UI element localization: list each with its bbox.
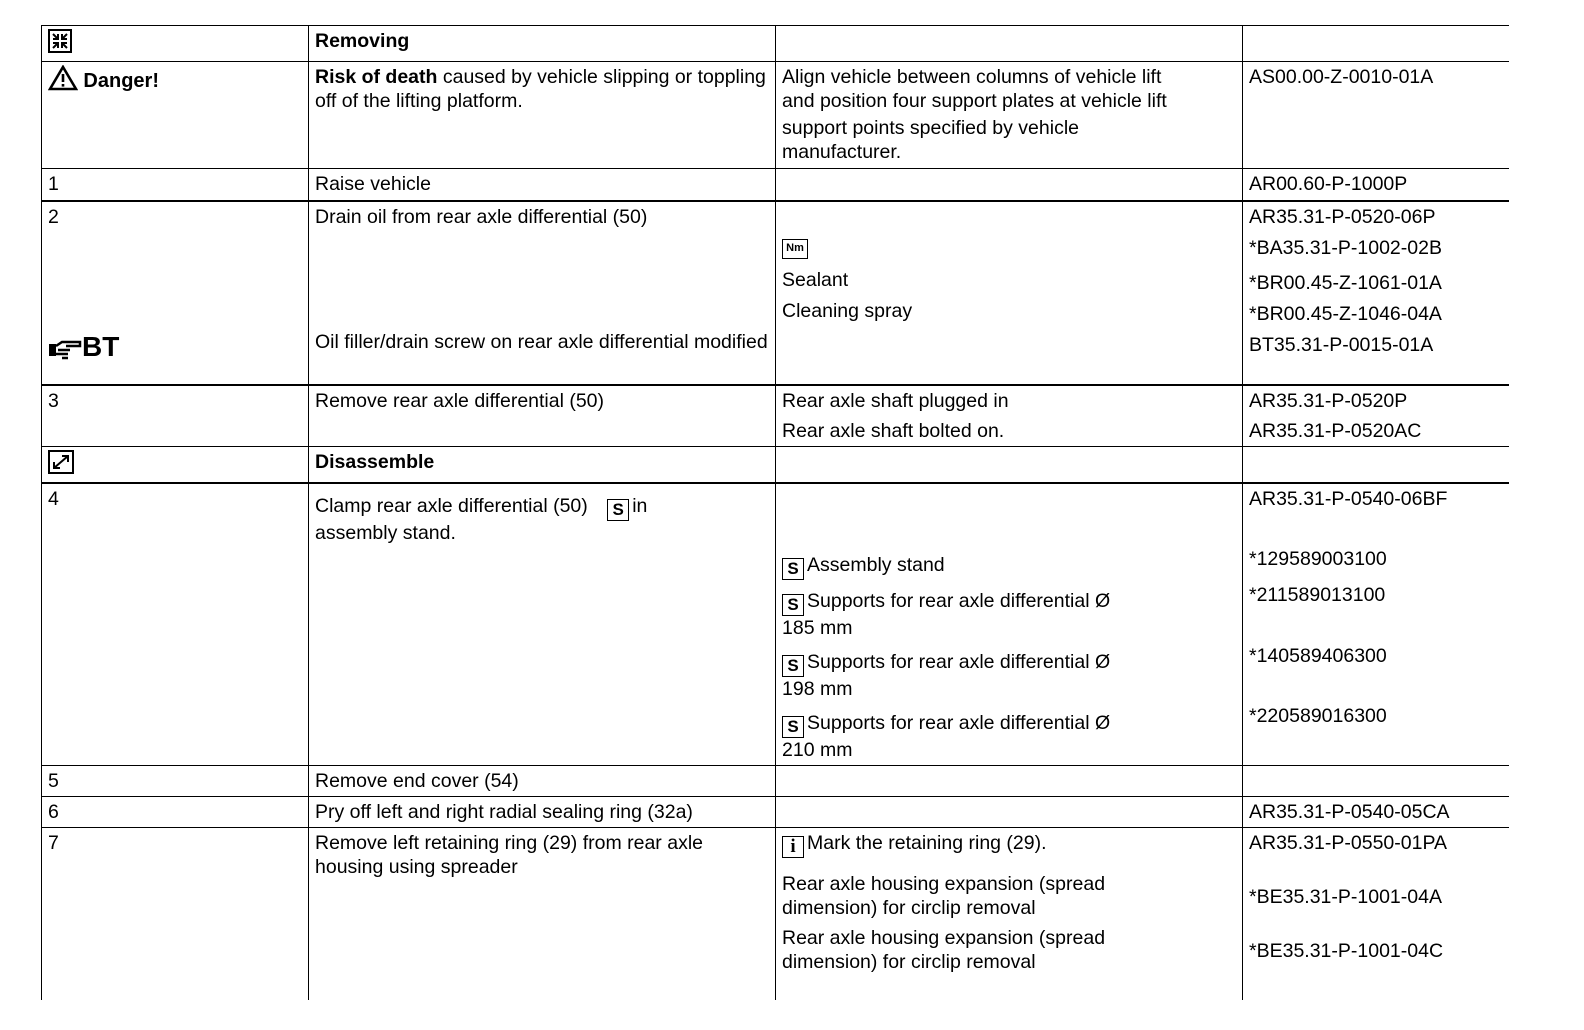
special-tool-icon: S bbox=[782, 716, 804, 738]
note-text: Mark the retaining ring (29). bbox=[807, 831, 1047, 854]
note-text: Rear axle shaft plugged in bbox=[782, 389, 1009, 412]
step-text: Remove end cover (54) bbox=[309, 765, 776, 796]
tool-size: 210 mm bbox=[782, 739, 853, 761]
section-heading: Removing bbox=[309, 26, 776, 62]
special-tool-icon: S bbox=[782, 655, 804, 677]
tool-size: 198 mm bbox=[782, 678, 853, 700]
step-number: 5 bbox=[42, 765, 309, 796]
step-text: Raise vehicle bbox=[309, 169, 776, 201]
danger-label: Danger! bbox=[83, 70, 159, 92]
tool-name: Supports for rear axle differential Ø bbox=[807, 590, 1111, 612]
reference-link[interactable]: *140589406300 bbox=[1249, 645, 1387, 667]
reference-link[interactable]: *220589016300 bbox=[1249, 705, 1387, 727]
step-text: Remove rear axle differential (50) bbox=[309, 385, 776, 447]
reference-link[interactable]: *211589013100 bbox=[1249, 584, 1386, 606]
reference-link[interactable]: BT35.31-P-0015-01A bbox=[1249, 333, 1434, 356]
special-tool-icon: S bbox=[782, 594, 804, 616]
instruction-line: Align vehicle between columns of vehicle lift bbox=[782, 66, 1162, 88]
procedure-document bbox=[41, 25, 1509, 1000]
step-text: Pry off left and right radial sealing ring (32a) bbox=[309, 796, 776, 827]
table-row bbox=[42, 26, 1510, 62]
torque-icon: Nm bbox=[782, 239, 808, 259]
step-text: Remove left retaining ring (29) from rear axle bbox=[315, 831, 703, 854]
warning-triangle-icon bbox=[48, 65, 78, 97]
step-number: 2 bbox=[48, 205, 59, 228]
reference-link[interactable]: AR35.31-P-0520AC bbox=[1249, 419, 1422, 442]
table-row bbox=[42, 62, 1510, 169]
step-text: in bbox=[632, 495, 648, 517]
consumable-label: Cleaning spray bbox=[782, 299, 913, 322]
reference-link[interactable]: AR00.60-P-1000P bbox=[1243, 169, 1510, 201]
reference-link[interactable]: AR35.31-P-0520P bbox=[1249, 389, 1408, 412]
tool-name: Assembly stand bbox=[807, 554, 945, 576]
reference-link[interactable]: AR35.31-P-0550-01PA bbox=[1249, 831, 1448, 854]
info-icon: i bbox=[782, 836, 804, 858]
pointing-hand-icon bbox=[48, 334, 82, 368]
reference-link[interactable]: *BE35.31-P-1001-04C bbox=[1249, 939, 1444, 962]
table-row bbox=[42, 827, 1510, 1000]
instruction-line: and position four support plates at vehicle lift bbox=[782, 90, 1167, 112]
step-text: assembly stand. bbox=[315, 522, 456, 544]
table-row bbox=[42, 201, 1510, 385]
step-text: housing using spreader bbox=[315, 855, 518, 878]
reference-link[interactable]: AR35.31-P-0520-06P bbox=[1249, 205, 1436, 228]
reference-link[interactable]: *BR00.45-Z-1046-04A bbox=[1249, 302, 1442, 325]
instruction-line: support points specified by vehicle bbox=[782, 117, 1080, 139]
reference-link[interactable]: *BR00.45-Z-1061-01A bbox=[1249, 271, 1442, 294]
section-heading: Disassemble bbox=[309, 447, 776, 484]
table-row bbox=[42, 447, 1510, 484]
bt-label: BT bbox=[82, 330, 120, 362]
step-text: Drain oil from rear axle differential (50) bbox=[315, 205, 648, 228]
reference-link[interactable]: AR35.31-P-0540-05CA bbox=[1243, 796, 1510, 827]
note-text: dimension) for circlip removal bbox=[782, 896, 1036, 919]
reference-link[interactable]: AR35.31-P-0540-06BF bbox=[1249, 488, 1448, 510]
table-row bbox=[42, 385, 1510, 447]
special-tool-icon: S bbox=[782, 558, 804, 580]
consumable-label: Sealant bbox=[782, 268, 849, 291]
instruction-line: manufacturer. bbox=[782, 141, 902, 163]
remove-arrows-icon bbox=[48, 29, 72, 59]
expand-arrows-icon bbox=[48, 450, 74, 480]
note-text: Rear axle housing expansion (spread bbox=[782, 872, 1106, 895]
step-number: 7 bbox=[42, 827, 309, 1000]
hazard-text: caused by vehicle slipping or toppling off of the lifting platform. bbox=[315, 66, 766, 112]
note-text: dimension) for circlip removal bbox=[782, 950, 1036, 973]
note-text: Rear axle shaft bolted on. bbox=[782, 419, 1005, 442]
step-number: 3 bbox=[42, 385, 309, 447]
step-number: 4 bbox=[42, 483, 309, 765]
tool-name: Supports for rear axle differential Ø bbox=[807, 651, 1111, 673]
bt-text: Oil filler/drain screw on rear axle differential modified bbox=[315, 330, 768, 353]
reference-link[interactable]: AS00.00-Z-0010-01A bbox=[1243, 62, 1510, 169]
note-text: Rear axle housing expansion (spread bbox=[782, 926, 1106, 949]
reference-link[interactable]: *BA35.31-P-1002-02B bbox=[1249, 236, 1442, 259]
procedure-table bbox=[41, 25, 1509, 1000]
special-tool-icon: S bbox=[607, 499, 629, 521]
reference-link[interactable]: *129589003100 bbox=[1249, 548, 1387, 570]
table-row bbox=[42, 169, 1510, 201]
tool-name: Supports for rear axle differential Ø bbox=[807, 712, 1111, 734]
step-number: 6 bbox=[42, 796, 309, 827]
table-row bbox=[42, 483, 1510, 765]
table-row bbox=[42, 796, 1510, 827]
step-number: 1 bbox=[42, 169, 309, 201]
reference-link[interactable]: *BE35.31-P-1001-04A bbox=[1249, 885, 1442, 908]
hazard-title: Risk of death bbox=[315, 66, 438, 88]
table-row bbox=[42, 765, 1510, 796]
tool-size: 185 mm bbox=[782, 617, 853, 639]
step-text: Clamp rear axle differential (50) bbox=[315, 495, 588, 517]
